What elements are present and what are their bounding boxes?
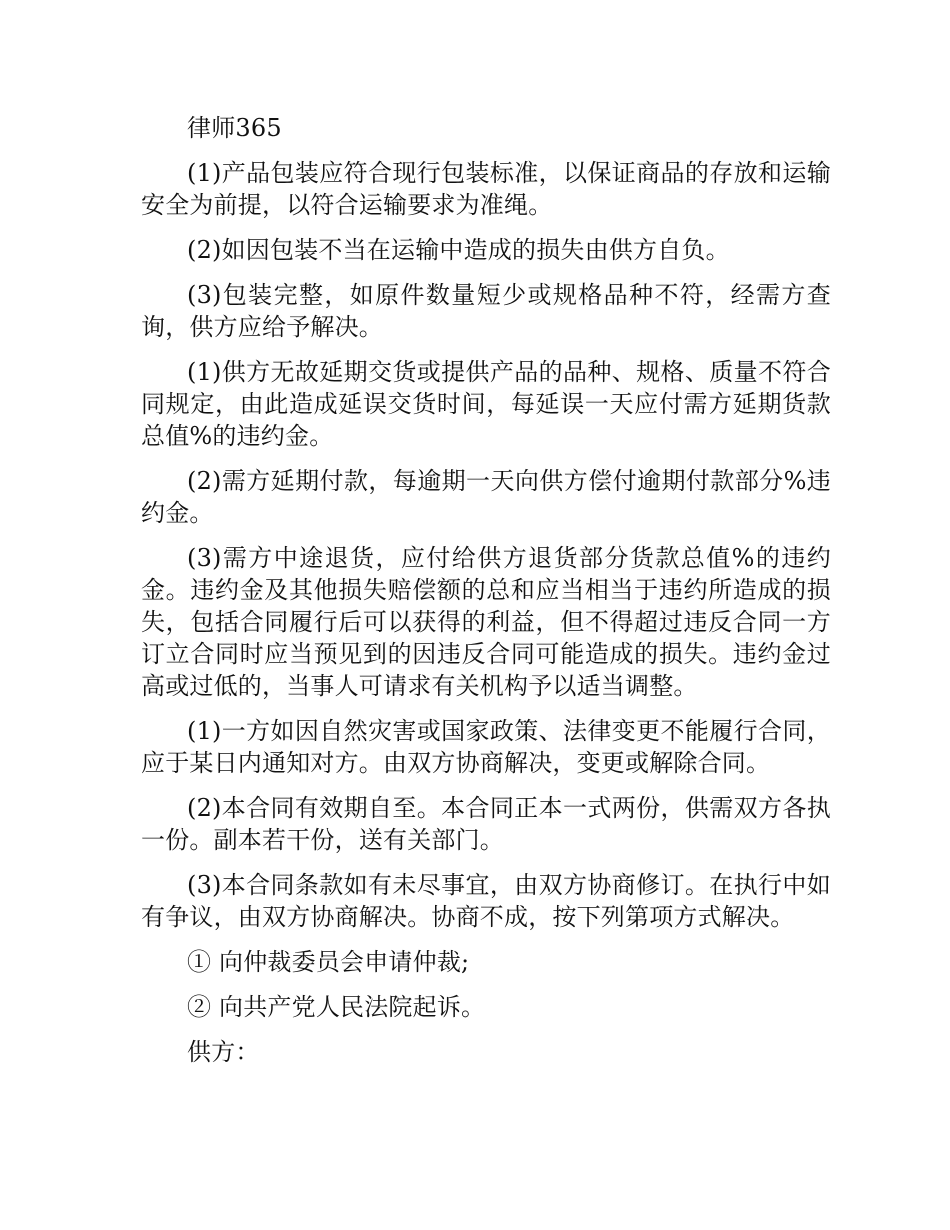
dispute-clause: (3)本合同条款如有未尽事宜，由双方协商修订。在执行中如有争议，由双方协商解决。协商不成，按下列第项方式解决。 — [141, 871, 831, 931]
packaging-clause-1: (1)产品包装应符合现行包装标准，以保证商品的存放和运输安全为前提，以符合运输要求为准绳。 — [141, 159, 831, 219]
breach-clause-3: (3)需方中途退货，应付给供方退货部分货款总值%的违约金。违约金及其他损失赔偿额的总和应当相当于违约所造成的损失，包括合同履行后可以获得的利益，但不得超过违反合同一方订立合同时应当预见到的因违反合同可能造成的损失。违约金过高或过低的，当事人可请求有关机构予以适当调整。 — [141, 544, 831, 700]
packaging-clause-2: (2)如因包装不当在运输中造成的损失由供方自负。 — [187, 236, 730, 264]
source-line: 律师365 — [187, 114, 282, 142]
packaging-clause-3: (3)包装完整，如原件数量短少或规格品种不符，经需方查询，供方应给予解决。 — [141, 281, 831, 341]
validity-clause: (2)本合同有效期自至。本合同正本一式两份，供需双方各执一份。副本若干份，送有关部门。 — [141, 794, 831, 854]
dispute-option-arbitration: ① 向仲裁委员会申请仲裁; — [187, 948, 470, 976]
force-majeure-clause: (1)一方如因自然灾害或国家政策、法律变更不能履行合同，应于某日内通知对方。由双方协商解决，变更或解除合同。 — [141, 717, 831, 777]
breach-clause-2: (2)需方延期付款，每逾期一天向供方偿付逾期付款部分%违约金。 — [141, 467, 831, 527]
dispute-option-court: ② 向共产党人民法院起诉。 — [187, 993, 486, 1021]
supplier-signature-label: 供方： — [187, 1038, 260, 1066]
document-body — [141, 112, 831, 1081]
breach-clause-1: (1)供方无故延期交货或提供产品的品种、规格、质量不符合同规定，由此造成延误交货时间，每延误一天应付需方延期货款总值%的违约金。 — [141, 358, 831, 450]
